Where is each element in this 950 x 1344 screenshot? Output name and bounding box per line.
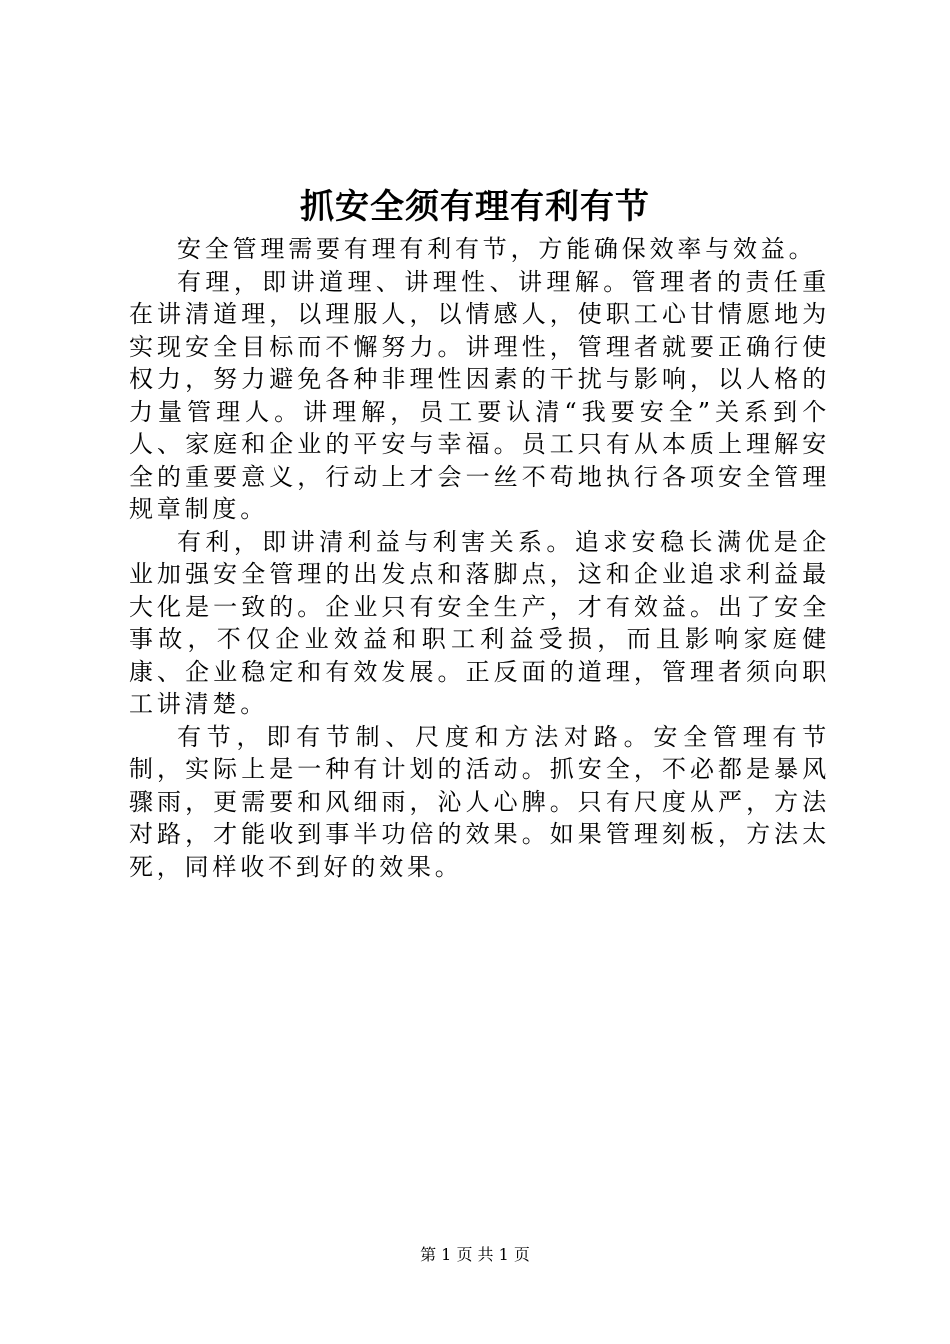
paragraph-intro: 安全管理需要有理有利有节，方能确保效率与效益。	[177, 235, 817, 263]
paragraph-benefit: 有利，即讲清利益与利害关系。追求安稳长满优是企业加强安全管理的出发点和落脚点，这和企业追求利益最大化是一致的。企业只有安全生产，才有效益。出了安全事故，不仅企业效益和职工利益受损，而且影响家庭健康、企业稳定和有效发展。正反面的道理，管理者须向职工讲清楚。	[129, 527, 830, 718]
paragraph-reason: 有理，即讲道理、讲理性、讲理解。管理者的责任重在讲清道理，以理服人，以情感人，使职工心甘情愿地为实现安全目标而不懈努力。讲理性，管理者就要正确行使权力，努力避免各种非理性因素的干扰与影响，以人格的力量管理人。讲理解，员工要认清“我要安全”关系到个人、家庭和企业的平安与幸福。员工只有从本质上理解安全的重要意义，行动上才会一丝不苟地执行各项安全管理规章制度。	[129, 267, 830, 523]
document-body	[129, 233, 830, 883]
document-title: 抓安全须有理有利有节	[300, 187, 650, 227]
page-footer: 第 1 页 共 1 页	[420, 1245, 530, 1264]
paragraph-moderation: 有节，即有节制、尺度和方法对路。安全管理有节制，实际上是一种有计划的活动。抓安全，不必都是暴风骤雨，更需要和风细雨，沁人心脾。只有尺度从严，方法对路，才能收到事半功倍的效果。如果管理刻板，方法太死，同样收不到好的效果。	[129, 722, 830, 881]
